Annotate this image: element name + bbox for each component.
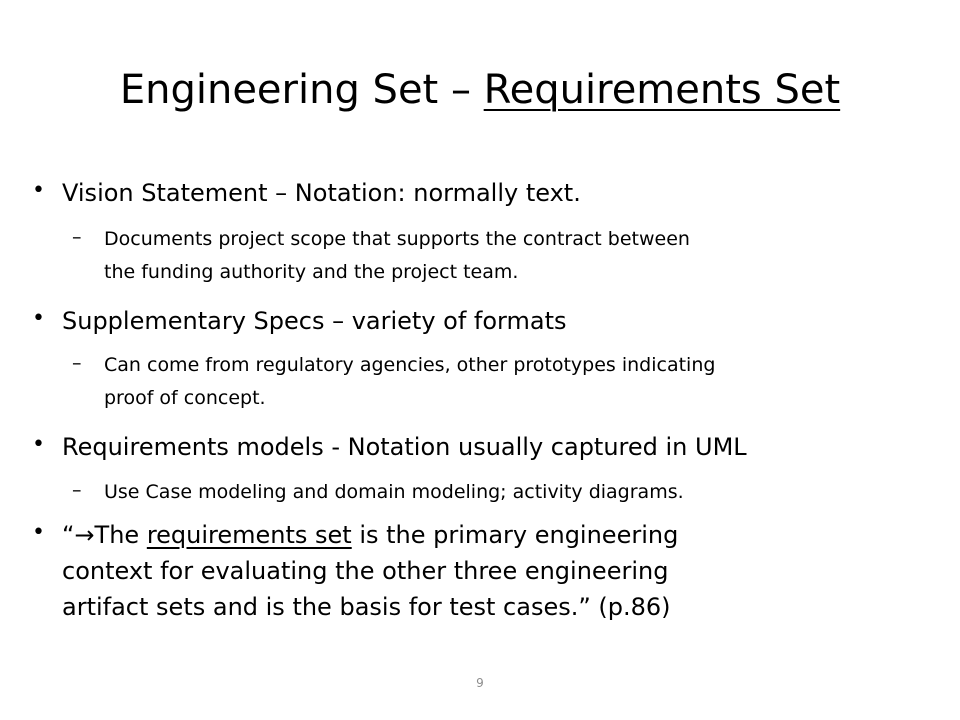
title-underlined: Requirements Set bbox=[483, 67, 841, 113]
bullet-text: Supplementary Specs – variety of formats bbox=[62, 307, 567, 335]
dash-icon: – bbox=[72, 352, 82, 374]
quote-underlined-term: requirements set bbox=[146, 521, 352, 549]
sub-bullet-line: the funding authority and the project team. bbox=[104, 261, 519, 283]
sub-bullet-line: Use Case modeling and domain modeling; activity diagrams. bbox=[104, 481, 684, 503]
page-number: 9 bbox=[476, 676, 484, 690]
quote-line-2: context for evaluating the other three engineering bbox=[62, 557, 669, 585]
title-prefix: Engineering Set – bbox=[119, 67, 484, 113]
slide-title bbox=[0, 62, 960, 118]
bullet-text: Vision Statement – Notation: normally text. bbox=[62, 179, 581, 207]
bullet-dot-icon: • bbox=[32, 432, 45, 457]
sub-bullet-line: Documents project scope that supports the contract between bbox=[104, 228, 690, 250]
quote-prefix: “→The bbox=[62, 521, 147, 549]
bullet-dot-icon: • bbox=[32, 178, 45, 203]
quote-line-3: artifact sets and is the basis for test cases.” (p.86) bbox=[62, 593, 671, 621]
dash-icon: – bbox=[72, 226, 82, 248]
quote-rest: is the primary engineering bbox=[351, 521, 679, 549]
sub-bullet-line: proof of concept. bbox=[104, 387, 266, 409]
bullet-dot-icon: • bbox=[32, 520, 45, 545]
bullet-dot-icon: • bbox=[32, 306, 45, 331]
quote-line-1 bbox=[62, 520, 678, 550]
dash-icon: – bbox=[72, 479, 82, 501]
bullet-text: Requirements models - Notation usually captured in UML bbox=[62, 433, 747, 461]
sub-bullet-line: Can come from regulatory agencies, other prototypes indicating bbox=[104, 354, 716, 376]
